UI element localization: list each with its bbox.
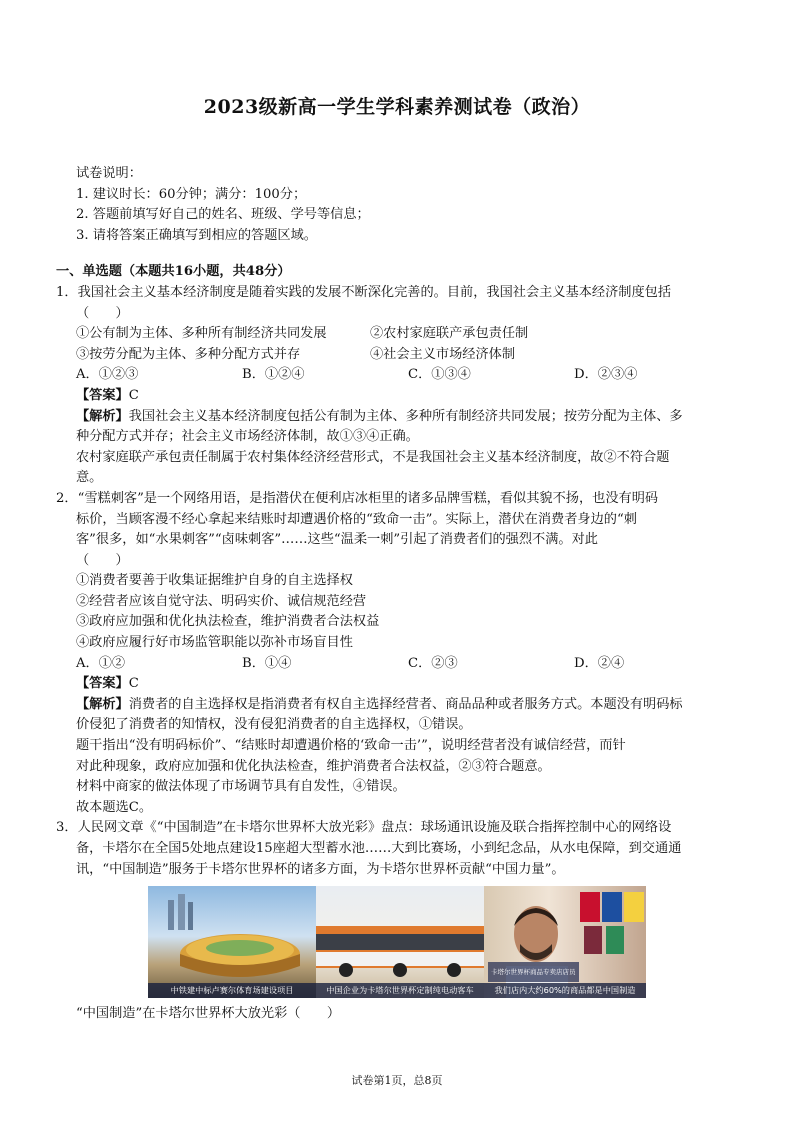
q1-options: [56, 365, 746, 386]
photo-caption: 中国企业为卡塔尔世界杯定制纯电动客车: [316, 983, 484, 998]
q1-option-c: C．①③④: [408, 367, 471, 383]
q3-stem: 3．人民网文章《“中国制造”在卡塔尔世界杯大放光彩》盘点：球场通讯设施及联合指挥控制中心的网络设: [56, 820, 672, 836]
q1-item: ④社会主义市场经济体制: [370, 346, 516, 362]
q3-stem: 备，卡塔尔在全国5处地点建设15座超大型蓄水池……大到比赛场，小到纪念品，从水电保障，到交通通: [76, 841, 682, 856]
q2-option-a: A．①②: [76, 655, 126, 671]
instruction-item: 3. 请将答案正确填写到相应的答题区域。: [76, 227, 317, 243]
q3-question: “中国制造”在卡塔尔世界杯大放光彩（ ）: [76, 1006, 341, 1022]
stadium-photo: [148, 886, 316, 998]
q2-stem: 客”很多，如“水果刺客”“卤味刺客”……这些“温柔一刺”引起了消费者们的强烈不满。对此: [76, 532, 598, 548]
q2-answer: [56, 674, 746, 695]
analysis-text: 种分配方式并存；社会主义市场经济体制，故①③④正确。: [76, 429, 419, 445]
q2-blank: （ ）: [76, 552, 129, 568]
stadium-illustration: [148, 886, 316, 998]
q2-item: ②经营者应该自觉守法、明码实价、诚信规范经营: [76, 593, 367, 609]
q1-option-a: A．①②③: [76, 367, 139, 383]
q1-blank: （ ）: [76, 305, 129, 321]
q1-item: ②农村家庭联产承包责任制: [370, 326, 529, 342]
analysis-text: 农村家庭联产承包责任制属于农村集体经济经营形式，不是我国社会主义基本经济制度，故②不符合题: [76, 449, 670, 465]
answer-label: 【答案】: [76, 676, 129, 692]
analysis-text: 消费者的自主选择权是指消费者有权自主选择经营者、商品品种或者服务方式。本题没有明码标: [128, 696, 683, 712]
q2-item: ③政府应加强和优化执法检查，维护消费者合法权益: [76, 614, 380, 630]
exam-content: [56, 164, 746, 1025]
instruction-item: 1. 建议时长：60分钟；满分：100分；: [76, 186, 307, 202]
q2-item: ①消费者要善于收集证据维护自身的自主选择权: [76, 573, 353, 589]
q1-item: ①公有制为主体、多种所有制经济共同发展: [76, 326, 327, 342]
analysis-text: 题干指出“没有明码标价”、“结账时却遭遇价格的‘致命一击’”，说明经营者没有诚信经营，而针: [76, 738, 626, 754]
analysis-text: 故本题选C。: [76, 799, 153, 815]
q1-analysis: [56, 407, 746, 428]
analysis-text: 我国社会主义基本经济制度包括公有制为主体、多种所有制经济共同发展；按劳分配为主体、多: [128, 408, 683, 424]
q3-stem: 讯，“中国制造”服务于卡塔尔世界杯的诸多方面，为卡塔尔世界杯贡献“中国力量”。: [76, 861, 565, 877]
instruction-item: 2. 答题前填写好自己的姓名、班级、学号等信息；: [76, 207, 370, 223]
section-heading: 一、单选题（本题共16小题，共48分）: [56, 264, 291, 280]
answer-label: 【答案】: [76, 387, 129, 403]
analysis-text: 意。: [76, 470, 103, 486]
q2-option-d: D．②④: [574, 655, 625, 671]
q2-stem: 2．“雪糕刺客”是一个网络用语，是指潜伏在便利店冰柜里的诸多品牌雪糕，看似其貌不扬，也没有明码: [56, 490, 659, 506]
page-title: 2023级新高一学生学科素养测试卷（政治）: [203, 96, 591, 118]
bus-illustration: [316, 886, 484, 998]
answer-value: C: [128, 387, 139, 403]
q1-answer: [56, 386, 746, 407]
q3-photo-strip: [148, 886, 648, 998]
photo-caption: 我们店内大约60%的商品都是中国制造: [484, 983, 646, 998]
bus-photo: [316, 886, 484, 998]
q2-option-b: B．①④: [242, 655, 292, 671]
q1-stem: 1．我国社会主义基本经济制度是随着实践的发展不断深化完善的。目前，我国社会主义基本经济制度包括: [56, 284, 672, 300]
q2-stem: 标价，当顾客漫不经心拿起来结账时却遭遇价格的“致命一击”。实际上，潜伏在消费者身边的“刺: [76, 511, 637, 527]
photo-overlay-label: 卡塔尔世界杯商品专卖店店员: [488, 962, 579, 983]
analysis-label: 【解析】: [76, 696, 129, 712]
photo-caption: 中铁建中标卢赛尔体育场建设项目: [148, 983, 316, 998]
q1-items-row: [56, 324, 746, 345]
q1-option-b: B．①②④: [242, 367, 305, 383]
q1-items-row: [56, 345, 746, 366]
q1-option-d: D．②③④: [574, 367, 638, 383]
q2-options: [56, 654, 746, 675]
q2-item: ④政府应履行好市场监管职能以弥补市场盲目性: [76, 635, 353, 651]
instructions-heading: 试卷说明：: [76, 166, 142, 181]
answer-value: C: [128, 676, 139, 692]
analysis-text: 价侵犯了消费者的知情权，没有侵犯消费者的自主选择权，①错误。: [76, 717, 472, 733]
shop-photo: [484, 886, 646, 998]
q2-option-c: C．②③: [408, 655, 458, 671]
analysis-text: 材料中商家的做法体现了市场调节具有自发性，④错误。: [76, 779, 406, 795]
q1-item: ③按劳分配为主体、多种分配方式并存: [76, 346, 301, 362]
page-footer: 试卷第1页，总8页: [351, 1074, 443, 1087]
analysis-text: 对此种现象，政府应加强和优化执法检查，维护消费者合法权益，②③符合题意。: [76, 758, 551, 774]
q2-analysis: [56, 695, 746, 716]
analysis-label: 【解析】: [76, 408, 129, 424]
